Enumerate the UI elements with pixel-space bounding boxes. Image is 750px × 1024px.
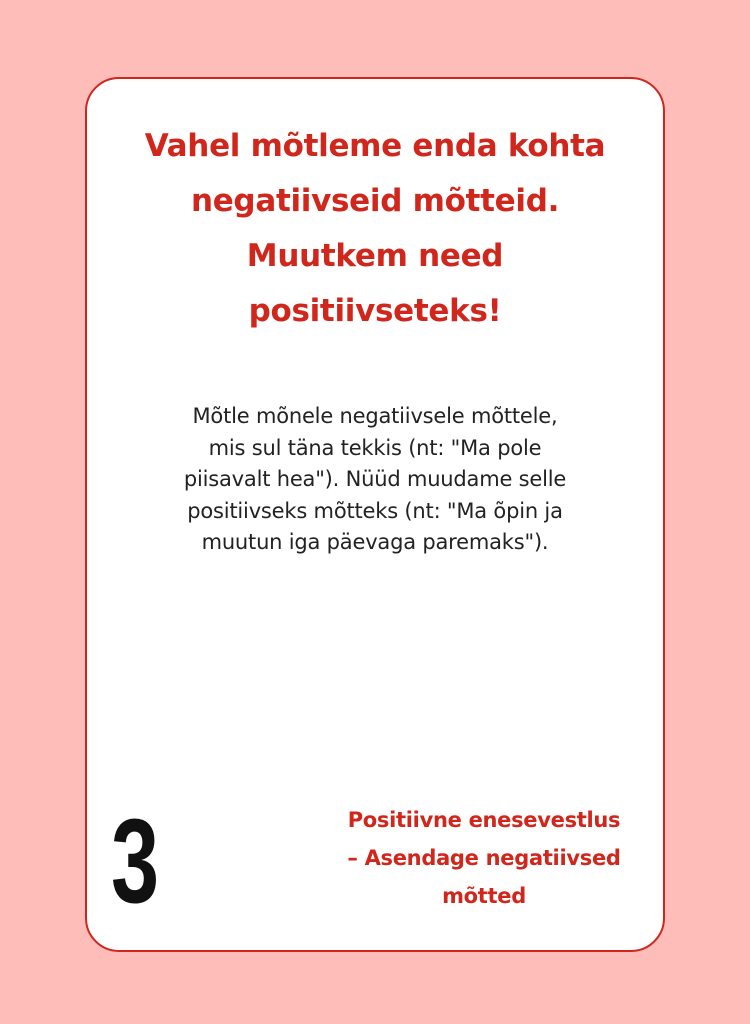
instruction-line: positiivseks mõtteks (nt: "Ma õpin ja	[187, 498, 563, 523]
category-line: Positiivne enesevestlus	[347, 808, 621, 832]
instruction-line: muutun iga päevaga paremaks").	[201, 530, 549, 554]
card-title-line: positiivseteks!	[248, 293, 502, 329]
card-category	[315, 801, 653, 915]
card-title-line: Muutkem need	[246, 238, 504, 274]
card-number: 3	[111, 794, 160, 928]
card-title	[117, 119, 633, 339]
card-title-line: negatiivseid mõtteid.	[190, 183, 560, 219]
card-title-line: Vahel mõtleme enda kohta	[144, 128, 606, 164]
category-line: – Asendage negatiivsed	[347, 846, 621, 870]
activity-card	[85, 77, 665, 952]
instruction-line: mis sul täna tekkis (nt: "Ma pole	[208, 435, 542, 460]
card-instructions	[127, 401, 623, 559]
instruction-line: Mõtle mõnele negatiivsele mõttele,	[192, 404, 558, 428]
category-line: mõtted	[442, 884, 526, 908]
instruction-line: piisavalt hea"). Nüüd muudame selle	[183, 467, 567, 491]
